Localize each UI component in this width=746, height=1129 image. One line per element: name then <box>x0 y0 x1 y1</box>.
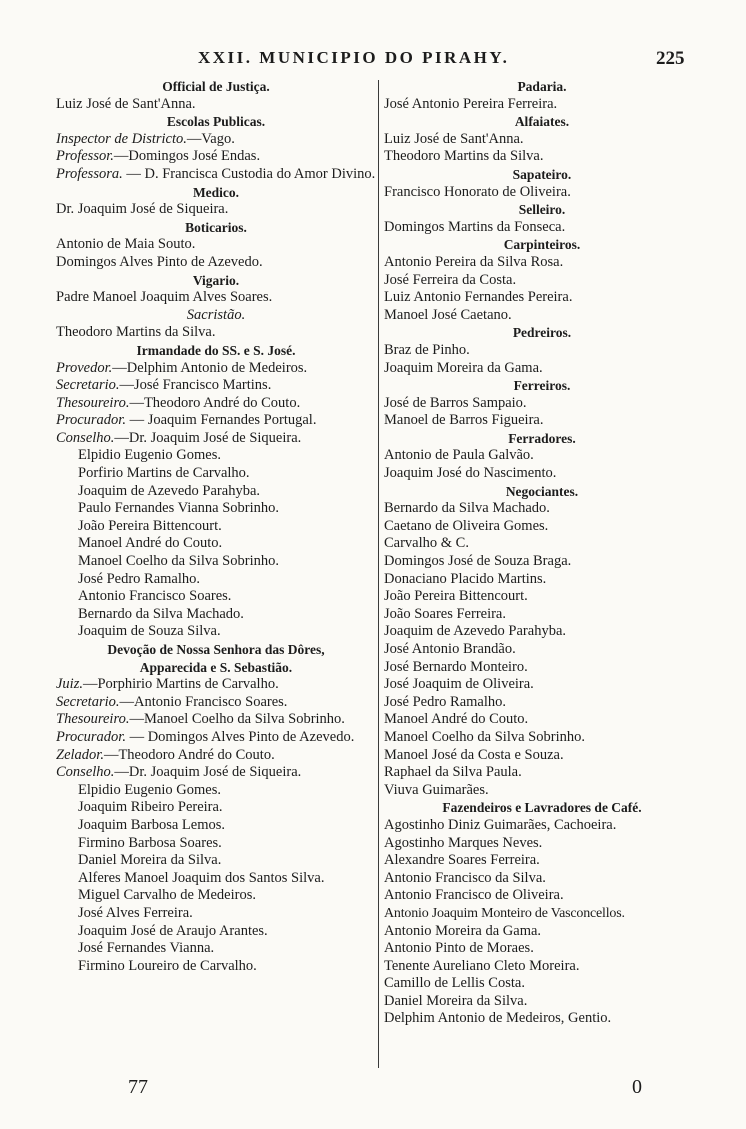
list-item: Braz de Pinho. <box>384 341 470 358</box>
entry <box>56 412 376 430</box>
entry <box>56 148 376 166</box>
entry <box>56 360 376 378</box>
entry <box>56 694 376 712</box>
list-item: Joaquim Ribeiro Pereira. <box>78 799 223 816</box>
entry: Dr. Joaquim José de Siqueira. <box>56 201 229 218</box>
entry <box>56 711 376 729</box>
list-item: Antonio de Paula Galvão. <box>384 447 534 464</box>
list-item: Antonio Pereira da Silva Rosa. <box>384 253 564 270</box>
signature-mark: 77 <box>128 1076 148 1098</box>
list-item: José Pedro Ramalho. <box>78 570 201 587</box>
page-header <box>0 48 746 72</box>
list-item: José Pedro Ramalho. <box>384 693 507 710</box>
role-label: Secretario. <box>56 693 120 710</box>
list-item: Alferes Manoel Joaquim dos Santos Silva. <box>78 869 325 886</box>
list-item: José Antonio Pereira Ferreira. <box>384 95 558 112</box>
role-label: Inspector de Districto. <box>56 130 187 147</box>
list-item: Joaquim de Souza Silva. <box>78 623 221 640</box>
list-item: Carvalho & C. <box>384 535 469 552</box>
entry-text: — Domingos Alves Pinto de Azevedo. <box>125 728 355 745</box>
list-item: Luiz José de Sant'Anna. <box>384 130 524 147</box>
list-item: José Fernandes Vianna. <box>78 940 215 957</box>
entry <box>56 430 376 448</box>
list-item: Joaquim de Azevedo Parahyba. <box>384 623 567 640</box>
list-item: Theodoro Martins da Silva. <box>384 148 544 165</box>
list-item: José Antonio Brandão. <box>384 641 516 657</box>
section-heading: Alfaiates. <box>514 114 570 130</box>
list-item: José Joaquim de Oliveira. <box>384 676 534 693</box>
list-item: Delphim Antonio de Medeiros, Gentio. <box>384 1010 612 1027</box>
list-item: João Pereira Bittencourt. <box>384 588 528 605</box>
role-label: Professora. <box>56 165 123 182</box>
section-heading: Apparecida e S. Sebastião. <box>139 659 293 675</box>
entry-text: —José Francisco Martins. <box>119 377 272 394</box>
role-label: Secretario. <box>56 377 120 394</box>
list-item: Antonio Moreira da Gama. <box>384 922 542 939</box>
list-item: Domingos Martins da Fonseca. <box>384 218 566 235</box>
list-item: Joaquim José do Nascimento. <box>384 465 557 482</box>
list-item: Agostinho Diniz Guimarães, Cachoeira. <box>384 816 617 833</box>
list-item: Antonio Francisco Soares. <box>78 588 232 605</box>
section-heading: Official de Justiça. <box>162 79 270 94</box>
section-heading: Fazendeiros e Lavradores de Café. <box>442 800 642 816</box>
role-label: Procurador. <box>56 728 126 745</box>
list-item: Joaquim de Azevedo Parahyba. <box>78 482 261 499</box>
list-item: Manoel de Barros Figueira. <box>384 412 544 429</box>
section-heading: Escolas Publicas. <box>166 114 266 130</box>
list-item: Miguel Carvalho de Medeiros. <box>78 887 256 904</box>
section-heading: Sapateiro. <box>512 166 572 182</box>
list-item: Manoel Coelho da Silva Sobrinho. <box>78 553 279 570</box>
entry-text: — D. Francisca Custodia do Amor Divino. <box>122 165 376 182</box>
entry-text: —Manoel Coelho da Silva Sobrinho. <box>129 711 345 728</box>
right-column <box>384 78 700 1028</box>
list-item: Domingos José de Souza Braga. <box>384 553 572 570</box>
section-heading: Ferreiros. <box>513 378 571 394</box>
section-heading: Vigario. <box>192 272 240 288</box>
entry-text: —Domingos José Endas. <box>113 148 261 165</box>
list-item: Raphael da Silva Paula. <box>384 764 522 781</box>
section-heading: Ferradores. <box>508 430 576 446</box>
entry: Domingos Alves Pinto de Azevedo. <box>56 253 263 270</box>
list-item: Elpidio Eugenio Gomes. <box>78 447 221 464</box>
list-item: Manoel André do Couto. <box>384 711 529 728</box>
entry <box>56 676 376 694</box>
role-label: Conselho. <box>56 764 115 781</box>
column-divider <box>378 80 379 1068</box>
list-item: José Ferreira da Costa. <box>384 271 517 288</box>
list-item: Joaquim Barbosa Lemos. <box>78 816 225 833</box>
list-item: Elpidio Eugenio Gomes. <box>78 781 221 798</box>
list-item: Francisco Honorato de Oliveira. <box>384 183 571 200</box>
list-item: Donaciano Placido Martins. <box>384 570 547 587</box>
list-item: Daniel Moreira da Silva. <box>384 992 528 1009</box>
list-item: Firmino Loureiro de Carvalho. <box>78 957 257 974</box>
list-item: Joaquim Moreira da Gama. <box>384 359 543 376</box>
role-label: Conselho. <box>56 429 115 446</box>
list-item: Antonio Francisco da Silva. <box>384 869 546 886</box>
entry: Theodoro Martins da Silva. <box>56 324 216 341</box>
list-item: Manoel José Caetano. <box>384 306 512 323</box>
entry <box>56 166 376 184</box>
list-item: Antonio Francisco de Oliveira. <box>384 887 564 904</box>
list-item: Tenente Aureliano Cleto Moreira. <box>384 957 580 974</box>
list-item: Luiz Antonio Fernandes Pereira. <box>384 289 573 306</box>
section-subheading: Sacristão. <box>186 306 246 323</box>
left-column <box>56 78 376 975</box>
section-heading: Devoção de Nossa Senhora das Dôres, <box>107 642 325 657</box>
list-item: Manoel Coelho da Silva Sobrinho. <box>384 728 585 745</box>
entry-text: — Joaquim Fernandes Portugal. <box>125 412 317 429</box>
entry-text: —Theodoro André do Couto. <box>103 746 275 763</box>
section-heading: Pedreiros. <box>512 325 572 341</box>
role-label: Zelador. <box>56 746 104 763</box>
entry-text: —Theodoro André do Couto. <box>129 394 301 411</box>
list-item: Alexandre Soares Ferreira. <box>384 852 540 869</box>
list-item: Bernardo da Silva Machado. <box>78 605 244 622</box>
entry <box>56 747 376 765</box>
entry: Antonio de Maia Souto. <box>56 236 196 253</box>
entry: Luiz José de Sant'Anna. <box>56 95 196 112</box>
section-heading: Medico. <box>192 184 240 200</box>
list-item: Caetano de Oliveira Gomes. <box>384 517 549 534</box>
list-item: Bernardo da Silva Machado. <box>384 500 550 517</box>
list-item: Agostinho Marques Neves. <box>384 834 543 851</box>
entry: Padre Manoel Joaquim Alves Soares. <box>56 289 273 306</box>
role-label: Juiz. <box>56 676 83 693</box>
list-item: Porfirio Martins de Carvalho. <box>78 465 250 482</box>
section-heading: Padaria. <box>517 79 567 94</box>
entry <box>56 729 376 747</box>
list-item: Camillo de Lellis Costa. <box>384 975 525 992</box>
page-number: 225 <box>656 48 685 69</box>
list-item: Firmino Barbosa Soares. <box>78 834 222 851</box>
entry <box>56 131 376 149</box>
running-title: XXII. MUNICIPIO DO PIRAHY. <box>198 48 510 67</box>
section-heading: Irmandade do SS. e S. José. <box>136 342 296 358</box>
entry-text: —Dr. Joaquim José de Siqueira. <box>114 764 302 781</box>
list-item: Antonio Pinto de Moraes. <box>384 940 534 957</box>
entry <box>56 764 376 782</box>
section-heading: Boticarios. <box>185 219 247 235</box>
entry-text: —Porphirio Martins de Carvalho. <box>82 676 279 693</box>
entry-text: —Antonio Francisco Soares. <box>119 693 288 710</box>
list-item: José Bernardo Monteiro. <box>384 658 528 675</box>
list-item: Antonio Joaquim Monteiro de Vasconcellos. <box>384 905 625 921</box>
list-item: João Pereira Bittencourt. <box>78 517 222 534</box>
list-item: Paulo Fernandes Vianna Sobrinho. <box>78 500 280 517</box>
footer-mark: 0 <box>632 1076 642 1098</box>
section-heading: Selleiro. <box>518 202 566 218</box>
entry <box>56 395 376 413</box>
role-label: Thesoureiro. <box>56 711 130 728</box>
entry-text: —Vago. <box>186 130 235 147</box>
entry-text: —Delphim Antonio de Medeiros. <box>112 359 308 376</box>
page-footer <box>0 1076 746 1104</box>
section-heading: Negociantes. <box>505 483 579 499</box>
role-label: Provedor. <box>56 359 113 376</box>
role-label: Procurador. <box>56 412 126 429</box>
list-item: José Alves Ferreira. <box>78 904 193 921</box>
list-item: José de Barros Sampaio. <box>384 394 527 411</box>
role-label: Thesoureiro. <box>56 394 130 411</box>
entry <box>56 377 376 395</box>
list-item: João Soares Ferreira. <box>384 605 506 622</box>
entry-text: —Dr. Joaquim José de Siqueira. <box>114 429 302 446</box>
list-item: Joaquim José de Araujo Arantes. <box>78 922 268 939</box>
list-item: Manoel José da Costa e Souza. <box>384 746 564 763</box>
list-item: Viuva Guimarães. <box>384 781 489 798</box>
list-item: Daniel Moreira da Silva. <box>78 852 222 869</box>
section-heading: Carpinteiros. <box>503 237 581 253</box>
role-label: Professor. <box>56 148 114 165</box>
list-item: Manoel André do Couto. <box>78 535 223 552</box>
